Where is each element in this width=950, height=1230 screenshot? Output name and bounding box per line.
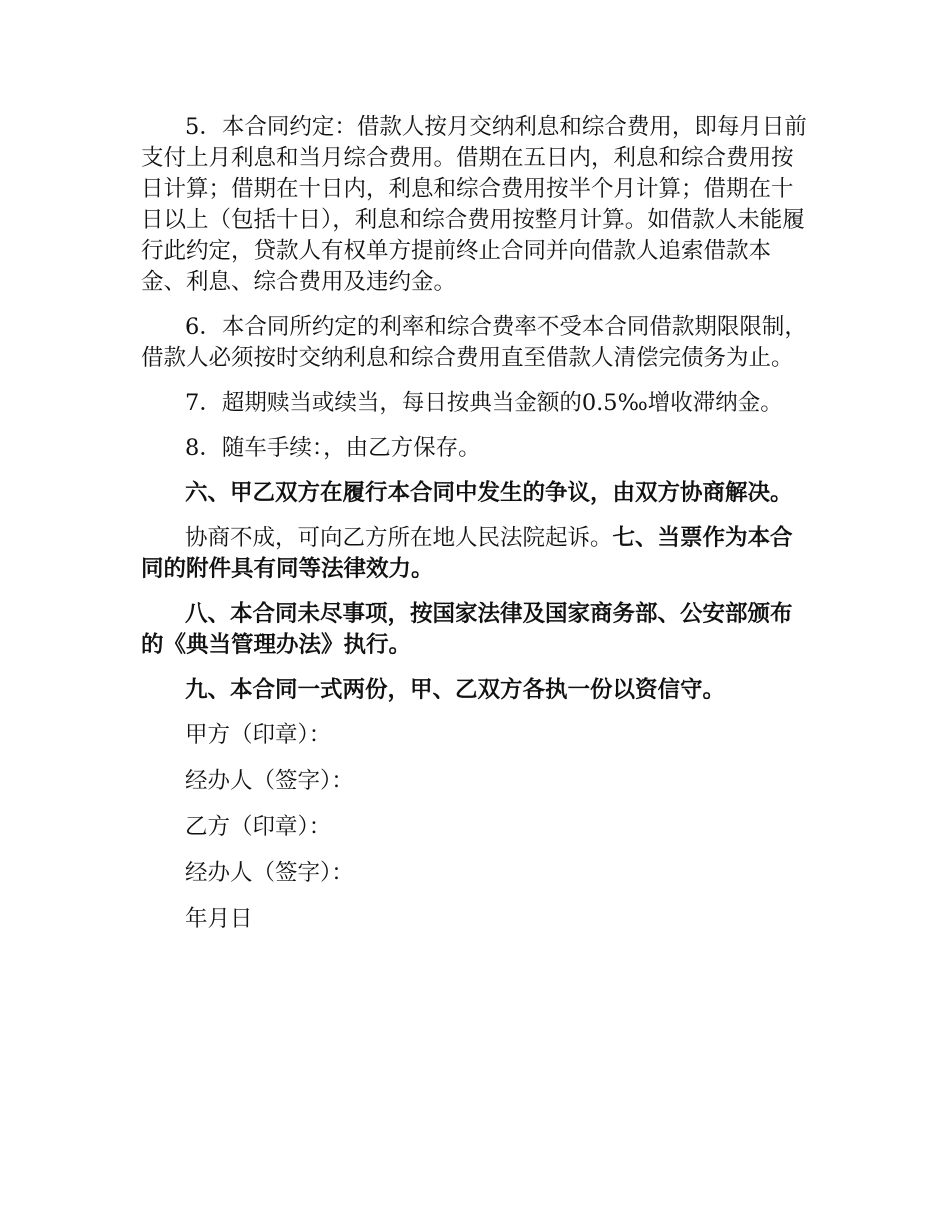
- party-b-agent-line: 经办人（签字）：: [185, 860, 354, 886]
- party-b-seal-line: 乙方（印章）：: [185, 814, 332, 840]
- clause-9: 九、本合同一式两份，甲、乙双方各执一份以资信守。: [185, 677, 726, 703]
- paragraph-7: 7．超期赎当或续当，每日按典当金额的0.5‰增收滞纳金。: [185, 390, 783, 416]
- paragraph-5: 5．本合同约定：借款人按月交纳利息和综合费用，即每月日前支付上月利息和当月综合费用。借期在五日内，利息和综合费用按日计算；借期在十日内，利息和综合费用按半个月计算；借期在十日以上（包括十日），利息和综合费用按整月计算。如借款人未能履行此约定，贷款人有权单方提前终止合同并向借款人追索借款本金、利息、综合费用及违约金。: [141, 114, 807, 295]
- negotiation-paragraph: [141, 523, 813, 585]
- clause-8: 八、本合同未尽事项，按国家法律及国家商务部、公安部颁布的《典当管理办法》执行。: [141, 601, 793, 658]
- document-body: [141, 112, 813, 950]
- paragraph-6: 6．本合同所约定的利率和综合费率不受本合同借款期限限制，借款人必须按时交纳利息和综合费用直至借款人清偿完债务为止。: [141, 314, 807, 371]
- negotiation-text: 协商不成，可向乙方所在地人民法院起诉。: [185, 525, 613, 551]
- clause-6: 六、甲乙双方在履行本合同中发生的争议，由双方协商解决。: [185, 480, 793, 506]
- party-a-seal-line: 甲方（印章）：: [185, 722, 332, 748]
- paragraph-8: 8．随车手续：，由乙方保存。: [185, 435, 481, 461]
- clause-7: 七、当票作为本合同的附件具有同等法律效力。: [141, 525, 793, 582]
- date-line: 年月日: [185, 906, 253, 932]
- party-a-agent-line: 经办人（签字）：: [185, 768, 354, 794]
